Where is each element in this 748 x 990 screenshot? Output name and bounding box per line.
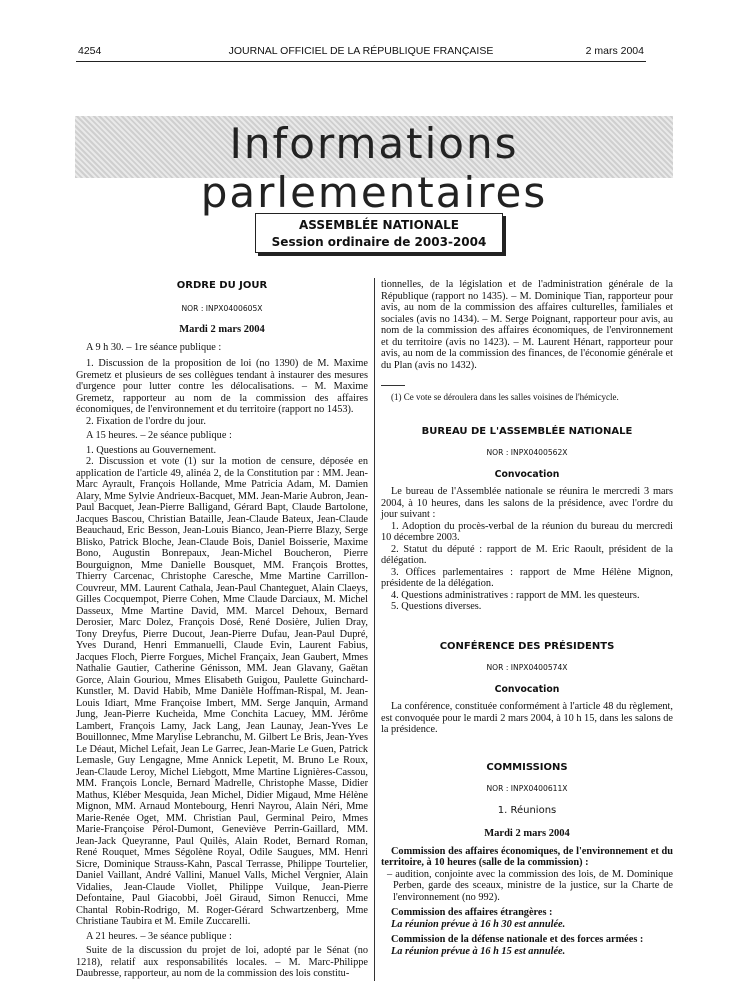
bureau-item-1: 1. Adoption du procès-verbal de la réunion du bureau du mercredi 10 décembre 2003. — [381, 520, 673, 543]
commissions-title: COMMISSIONS — [486, 761, 568, 773]
column-divider — [374, 278, 375, 981]
issue-date: 2 mars 2004 — [585, 45, 644, 57]
assembly-name: ASSEMBLÉE NATIONALE — [299, 218, 459, 232]
header-rule — [76, 61, 646, 62]
conference-title: CONFÉRENCE DES PRÉSIDENTS — [439, 640, 615, 652]
footnote-rule — [381, 385, 405, 386]
bureau-convocation: Convocation — [494, 468, 560, 480]
session-1-heading: A 9 h 30. – 1re séance publique : — [86, 341, 222, 353]
commissions-nor: NOR : INPX0400611X — [486, 784, 568, 793]
item-3: 1. Questions au Gouvernement. — [86, 444, 217, 456]
commission-etrangeres-text: La réunion prévue à 16 h 30 est annulée. — [391, 918, 566, 930]
footnote: (1) Ce vote se déroulera dans les salles voisines de l'hémicycle. — [391, 392, 619, 402]
banner-title: Informations parlementaires — [200, 119, 548, 217]
bureau-item-5: 5. Questions diverses. — [391, 601, 482, 612]
commission-defense-text: La réunion prévue à 16 h 15 est annulée. — [391, 945, 566, 957]
session-2-heading: A 15 heures. – 2e séance publique : — [86, 430, 232, 441]
conference-nor: NOR : INPX0400574X — [486, 663, 568, 672]
item-4: 2. Discussion et vote (1) sur la motion de censure, déposée en application de l'article 49, alinéa 2, de la Constitution par : MM. Jean-Marc Ayrault, François Hollande, Mme Patricia Adam, M. Damien Alary, Mme Sylvie Andrieux-Bacquet, MM. Jean-Marie Aubron, Jean-Paul Bacquet, Jean-Pierre Balligand, Gérard Bapt, Claude Bartolone, Jacques Bascou, Christian Bataille, Jean-Claude Bateux, Jean-Claude Beauchaud, Eric Besson, Jean-Louis Bianco, Jean-Pierre Blazy, Serge Blisko, Patrick Bloche, Jean-Claude Bois, Daniel Boisserie, Maxime Bono, Augustin Bonrepaux, Jean-Michel Boucheron, Pierre Bourguignon, Mme Danielle Bousquet, MM. François Brottes, Thierry Carcenac, Christophe Caresche, Mme Martine Carrillon-Couvreur, MM. Laurent Cathala, Jean-Paul Chanteguet, Alain Claeys, Gilles Cocquempot, Pierre Cohen, Mme Claude Darciaux, M. Michel Dasseux, Mme Martine David, MM. Marcel Dehoux, Bernard Derosier, Marc Dolez, François Dosé, René Dosière, Julien Dray, Tony Dreyfus, Pierre Ducout, Jean-Pierre Dufau, Jean-Paul Dupré, Yves Durand, Henri Emmanuelli, Claude Evin, Laurent Fabius, Jacques Floch, Pierre Forgues, Michel Françaix, Jean Gaubert, Mmes Nathalie Gautier, Catherine Génisson, MM. Jean Glavany, Gaëtan Gorce, Alain Gouriou, Mmes Elisabeth Guigou, Paulette Guinchard-Kunstler, M. David Habib, Mme Danièle Hoffman-Rispal, M. Jean-Louis Idiart, Mme Françoise Imbert, MM. Serge Janquin, Armand Jung, Jean-Pierre Kucheida, Mme Conchita Lacuey, MM. Jérôme Lambert, François Lamy, Jack Lang, Jean Launay, Jean-Yves Le Bouillonnec, Mme Marylise Lebranchu, M. Gilbert Le Bris, Jean-Yves Le Déaut, Michel Lefait, Jean Le Garrec, Jean-Marie Le Guen, Patrick Lemasle, Guy Lengagne, Mme Annick Lepetit, M. Bruno Le Roux, Jean-Claude Leroy, Michel Liebgott, Mme Martine Lignières-Cassou, MM. François Loncle, Bernard Madrelle, Christophe Masse, Didier Mathus, Kléber Mesquida, Jean Michel, Didier Migaud, Mme Hélène Mignon, MM. Arnaud Montebourg, Henri Nayrou, Alain Néri, Mme Marie-Renée Oget, MM. Christian Paul, Germinal Peiro, Mmes Marie-Françoise Pérol-Dumont, Geneviève Perrin-Gaillard, MM. Jean-Jack Queyranne, Paul Quilès, Alain Rodet, Bernard Roman, René Rouquet, Mmes Ségolène Royal, Odile Saugues, MM. Henri Sicre, Dominique Strauss-Kahn, Pascal Terrasse, Philippe Tourtelier, Daniel Vaillant, André Vallini, Manuel Valls, Michel Vergnier, Alain Vidalies, Jean-Claude Viollet, Philippe Vuilque, Jean-Pierre Defontaine, Paul Giacobbi, Joël Giraud, Simon Renucci, Mme Chantal Robin-Rodrigo, M. Roger-Gérard Schwartzenberg, Mme Christiane Taubira et M. Emile Zuccarelli. — [76, 456, 368, 927]
continuation-text: tionnelles, de la législation et de l'administration générale de la République (rapport no 1435). – M. Dominique Tian, rapporteur pour avis, au nom de la commission des affaires culturelles, familiales et sociales (avis no 1434). – M. Serge Poignant, rapporteur pour avis, au nom de la commission des affaires économiques, de l'environnement et du territoire (avis no 1423). – M. Laurent Hénart, rapporteur pour avis, au nom de la commission des finances, de l'économie générale et du Plan (avis no 1432). — [381, 279, 673, 371]
session-name: Session ordinaire de 2003-2004 — [271, 235, 487, 249]
ordre-du-jour-title: ORDRE DU JOUR — [176, 280, 268, 291]
page-number: 4254 — [78, 45, 102, 57]
ordre-nor: NOR : INPX0400605X — [181, 303, 263, 313]
reunions-heading: 1. Réunions — [497, 804, 557, 816]
session-3-heading: A 21 heures. – 3e séance publique : — [86, 930, 232, 942]
conference-convocation: Convocation — [494, 683, 560, 695]
ordre-date: Mardi 2 mars 2004 — [179, 324, 265, 335]
bureau-intro: Le bureau de l'Assemblée nationale se réunira le mercredi 3 mars 2004, à 10 heures, dans les salons de la présidence, avec l'ordre du jour suivant : — [381, 486, 673, 520]
commission-defense-title: Commission de la défense nationale et des forces armées : — [391, 934, 644, 945]
assembly-box — [255, 213, 503, 253]
commission-etrangeres-title: Commission des affaires étrangères : — [391, 907, 553, 918]
bureau-title: BUREAU DE L'ASSEMBLÉE NATIONALE — [421, 425, 633, 437]
commission-eco-title: Commission des affaires économiques, de l'environnement et du territoire, à 10 heures (salle de la commission) : — [381, 845, 673, 868]
commissions-date: Mardi 2 mars 2004 — [484, 828, 570, 839]
right-column — [381, 279, 673, 957]
bureau-nor: NOR : INPX0400562X — [486, 448, 568, 457]
item-1: 1. Discussion de la proposition de loi (no 1390) de M. Maxime Gremetz et plusieurs de ses collègues tendant à instaurer des mesures d'urgence pour lutter contre les délocalisations. – M. Maxime Gremetz, rapporteur au nom de la commission des affaires économiques, de l'environnement et du territoire (rapport no 1453). — [76, 358, 368, 415]
section-banner — [75, 116, 673, 217]
commission-eco-item: – audition, conjointe avec la commission des lois, de M. Dominique Perben, garde des sceaux, ministre de la justice, sur la Charte de l'environnement (no 992). — [387, 868, 673, 903]
left-column — [76, 278, 368, 980]
bureau-item-2: 2. Statut du député : rapport de M. Eric Raoult, président de la délégation. — [381, 543, 673, 566]
journal-title: JOURNAL OFFICIEL DE LA RÉPUBLIQUE FRANÇAISE — [228, 45, 494, 57]
bureau-item-3: 3. Offices parlementaires : rapport de Mme Hélène Mignon, présidente de la délégation. — [381, 566, 673, 589]
conference-text: La conférence, constituée conformément à l'article 48 du règlement, est convoquée pour le mardi 2 mars 2004, à 10 h 15, dans les salons de la présidence. — [381, 701, 673, 735]
item-2: 2. Fixation de l'ordre du jour. — [86, 415, 206, 427]
bureau-item-4: 4. Questions administratives : rapport de MM. les questeurs. — [391, 589, 640, 601]
item-5: Suite de la discussion du projet de loi, adopté par le Sénat (no 1218), relatif aux responsabilités locales. – M. Marc-Philippe Daubresse, rapporteur, au nom de la commission des lois constitu- — [76, 945, 368, 979]
